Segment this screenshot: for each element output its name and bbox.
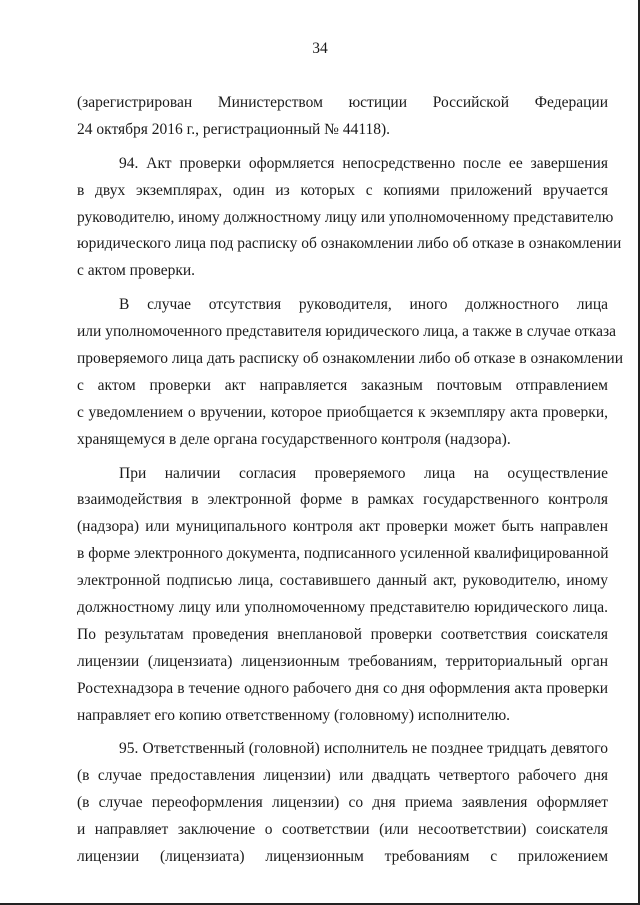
text-line: В случае отсутствия руководителя, иного должностного лица <box>119 296 608 314</box>
paragraph <box>77 90 608 144</box>
text-line: (в случае предоставления лицензии) или двадцать четвертого рабочего дня <box>77 767 608 785</box>
text-line: (надзора) или муниципального контроля акт проверки может быть направлен <box>77 518 608 536</box>
text-line: (зарегистрирован Министерством юстиции Российской Федерации <box>77 94 608 111</box>
text-line: 94. Акт проверки оформляется непосредственно после ее завершения <box>119 154 608 172</box>
text-line: проверяемого лица дать расписку об ознакомлении либо об отказе в ознакомлении <box>77 350 624 368</box>
text-line: и направляет заключение о соответствии (или несоответствии) соискателя <box>77 821 608 839</box>
text-line: взаимодействия в электронной форме в рамках государственного контроля <box>77 491 608 509</box>
text-line: (в случае переоформления лицензии) со дня приема заявления оформляет <box>77 794 608 812</box>
text-line: По результатам проведения внеплановой проверки соответствия соискателя <box>77 625 608 643</box>
text-line: направляет его копию ответственному (головному) исполнителю. <box>77 706 511 724</box>
text-line: лицензии (лицензиата) лицензионным требованиям, территориальный орган <box>77 652 608 670</box>
paragraph <box>77 292 624 453</box>
paragraph <box>77 461 608 730</box>
document-body <box>77 90 624 871</box>
text-line: руководителю, иному должностному лицу или уполномоченному представителю <box>77 208 614 226</box>
text-line: с уведомлением о вручении, которое приобщается к экземпляру акта проверки, <box>77 403 608 421</box>
text-line: с актом проверки. <box>77 262 196 280</box>
text-line: с актом проверки акт направляется заказным почтовым отправлением <box>77 376 608 394</box>
text-line: юридического лица под расписку об ознакомлении либо об отказе в ознакомлении <box>77 235 622 253</box>
text-line: или уполномоченного представителя юридического лица, а также в случае отказа <box>77 323 617 341</box>
paragraph <box>77 151 622 285</box>
text-line: лицензии (лицензиата) лицензионным требованиям с приложением <box>77 848 608 866</box>
text-line: электронной подписью лица, составившего данный акт, руководителю, иному <box>77 572 608 590</box>
text-line: 95. Ответственный (головной) исполнитель не позднее тридцать девятого <box>119 740 608 758</box>
text-line: в форме электронного документа, подписанного усиленной квалифицированной <box>77 545 609 563</box>
paragraph <box>77 736 608 870</box>
text-line: 24 октября 2016 г., регистрационный № 44118). <box>77 120 391 138</box>
text-line: Ростехнадзора в течение одного рабочего дня со дня оформления акта проверки <box>77 679 608 697</box>
text-line: хранящемуся в деле органа государственного контроля (надзора). <box>77 430 511 448</box>
text-line: При наличии согласия проверяемого лица на осуществление <box>119 464 608 482</box>
text-line: в двух экземплярах, один из которых с копиями приложений вручается <box>77 181 608 199</box>
text-line: должностному лицу или уполномоченному представителю юридического лица. <box>77 599 608 617</box>
page-number: 34 <box>312 40 328 57</box>
